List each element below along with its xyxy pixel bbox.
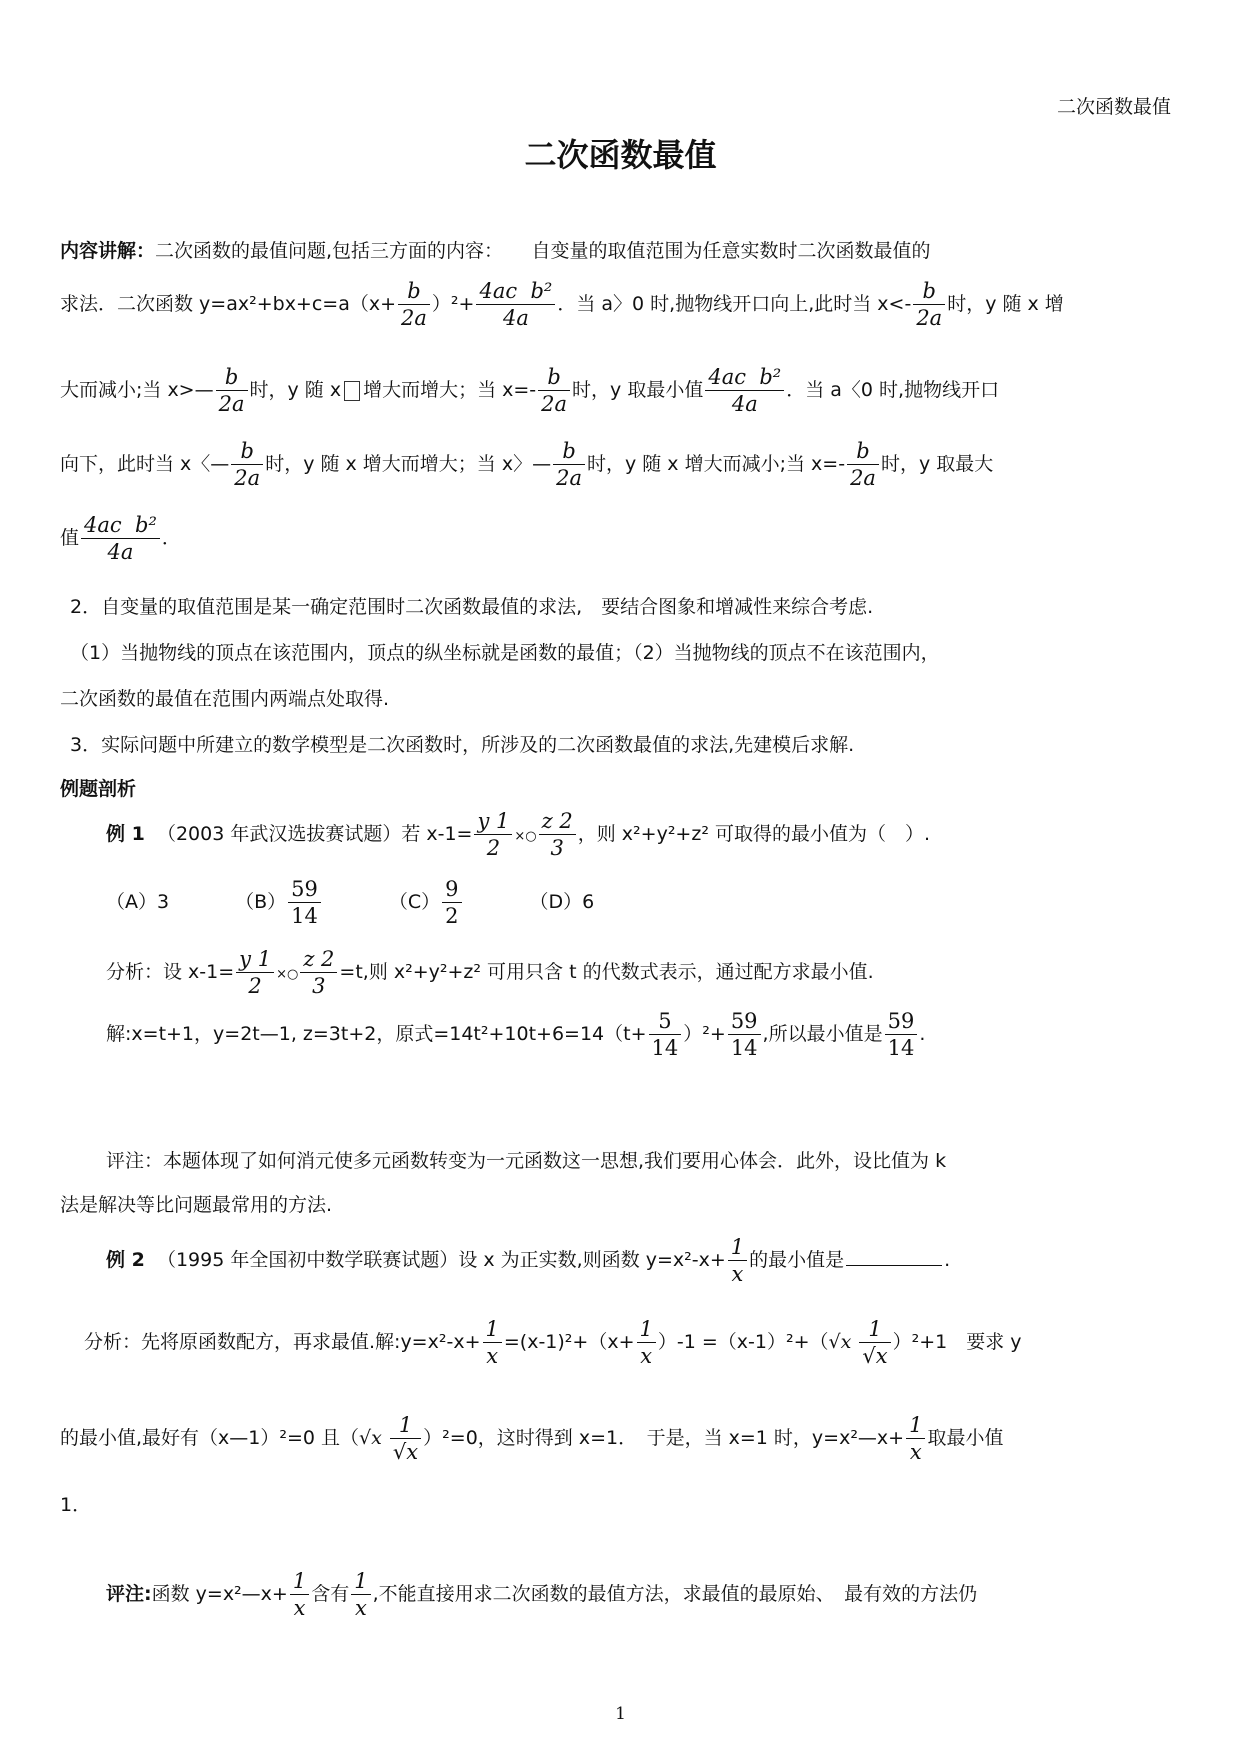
fraction-z-2-over-3: $\frac{z 2}{3}$ — [539, 808, 576, 861]
example-1-remark-line2: 法是解决等比问题最常用的方法. — [60, 1194, 333, 1216]
text: 时，y 随 x 增大而增大；当 x〉— — [265, 453, 552, 475]
text: ．当 a〉0 时,抛物线开口向上,此时当 x<- — [557, 293, 912, 315]
p1-line1 — [60, 236, 931, 266]
fraction-vertex-value: $\frac{\text{4ac b²}}{4a}$ — [705, 364, 784, 417]
fraction-5-over-14: $\frac{5}{14}$ — [649, 1008, 682, 1061]
option-c: （C） — [388, 891, 441, 913]
p1-line3 — [60, 364, 999, 417]
fraction-b-over-2a: $\frac{b}{2a}$ — [216, 364, 248, 417]
text: 向下，此时当 x〈— — [60, 453, 230, 475]
fraction-b-over-2a: $\frac{b}{2a}$ — [553, 438, 585, 491]
text: 大而减小;当 x>— — [60, 379, 214, 401]
example-2-remark — [106, 1568, 977, 1621]
fraction-b-over-2a: $\frac{b}{2a}$ — [847, 438, 879, 491]
p1-line4 — [60, 438, 993, 491]
example-label: 例 1 — [106, 823, 145, 845]
examples-heading: 例题剖析 — [60, 778, 137, 800]
missing-glyph-box — [344, 381, 360, 401]
example-1-options — [106, 876, 594, 929]
p1-text: 二次函数的最值问题,包括三方面的内容： 自变量的取值范围为任意实数时二次函数最值的 — [155, 240, 931, 262]
text: 时，y 取最大 — [880, 453, 994, 475]
example-2-analysis — [84, 1316, 1022, 1369]
running-header: 二次函数最值 — [1056, 96, 1171, 118]
example-1-question: 例 1 （2003 年武汉选拔赛试题）若 x-1= $\frac{y 1}{2}$ ×○ $\frac{z 2}{3}$ ，则 x²+y²+z² 可取得的最小值为（ ）. — [106, 809, 931, 860]
fraction-b-over-2a: $\frac{b}{2a}$ — [231, 438, 263, 491]
text: ）²+ — [431, 293, 475, 315]
option-b: （B） — [235, 891, 287, 913]
text: =(x-1)²+（x+ — [503, 1331, 635, 1353]
text: ,所以最小值是 — [762, 1023, 883, 1045]
example-2-analysis-line2 — [60, 1412, 1004, 1465]
text: 的最小值,最好有（x—1）²=0 且（ — [60, 1427, 360, 1449]
fraction-1-over-sqrt-x: $\frac{1}{√x}$ — [390, 1412, 421, 1465]
remark-lead: 评注: — [106, 1583, 152, 1605]
fraction-vertex-value: $\frac{\text{4ac b²}}{4a}$ — [81, 512, 160, 565]
fraction-59-over-14: $\frac{59}{14}$ — [728, 1008, 761, 1061]
fraction-vertex-value: $\frac{\text{4ac b²}}{4a}$ — [476, 278, 555, 331]
fraction-1-over-sqrt-x: $\frac{1}{√x}$ — [859, 1316, 890, 1369]
paragraph-3-line1: （1）当抛物线的顶点在该范围内，顶点的纵坐标就是函数的最值；（2）当抛物线的顶点不在该范围内， — [70, 642, 940, 664]
text: 时，y 随 x 增大而减小;当 x=- — [586, 453, 846, 475]
fraction-1-over-x: $\frac{1}{x}$ — [351, 1568, 370, 1621]
sqrt-x: √x — [828, 1331, 852, 1353]
paragraph-2: 2．自变量的取值范围是某一确定范围时二次函数最值的求法, 要结合图象和增减性来综合考虑. — [70, 596, 874, 618]
section-lead: 内容讲解： — [60, 240, 156, 262]
text: 解:x=t+1，y=2t—1, z=3t+2，原式=14t²+10t+6=14（t+ — [106, 1023, 647, 1045]
fraction-9-over-2: $\frac{9}{2}$ — [442, 876, 461, 929]
text: 求法．二次函数 y=ax²+bx+c=a（x+ — [60, 293, 397, 315]
fraction-1-over-x: $\frac{1}{x}$ — [906, 1412, 925, 1465]
p1-line2 — [60, 278, 1064, 331]
text: （2003 年武汉选拔赛试题）若 x-1= — [156, 823, 473, 845]
example-label: 例 2 — [106, 1249, 145, 1271]
fraction-1-over-x: $\frac{1}{x}$ — [728, 1234, 747, 1287]
fraction-z-2-over-3: $\frac{z 2}{3}$ — [300, 946, 337, 999]
text: ）²+1 要求 y — [892, 1331, 1022, 1353]
text: ,不能直接用求二次函数的最值方法，求最值的最原始、 最有效的方法仍 — [372, 1583, 978, 1605]
text: ．当 a〈0 时,抛物线开口 — [786, 379, 1000, 401]
text: ）²=0，这时得到 x=1． 于是，当 x=1 时，y=x²—x+ — [423, 1427, 905, 1449]
text: （1995 年全国初中数学联赛试题）设 x 为正实数,则函数 y=x²-x+ — [156, 1249, 726, 1271]
text: . — [919, 1023, 926, 1045]
example-1-remark-line1: 评注：本题体现了如何消元使多元函数转变为一元函数这一思想,我们要用心体会．此外，设比值为 k — [106, 1150, 947, 1172]
fraction-1-over-x: $\frac{1}{x}$ — [290, 1568, 309, 1621]
fraction-y-1-over-2: $\frac{y 1}{2}$ — [236, 946, 274, 999]
text: 时，y 取最小值 — [572, 379, 704, 401]
fraction-y-1-over-2: $\frac{y 1}{2}$ — [474, 808, 512, 861]
example-1-solution — [106, 1008, 925, 1061]
option-a: （A）3 — [106, 891, 170, 913]
page-number: 1 — [615, 1704, 626, 1724]
text: . — [944, 1249, 951, 1271]
example-2-question — [106, 1234, 950, 1287]
text: 含有 — [311, 1583, 350, 1605]
text: ． — [161, 527, 181, 549]
text: 增大而增大；当 x=- — [363, 379, 537, 401]
text: 时，y 随 x — [249, 379, 342, 401]
fraction-b-over-2a: $\frac{b}{2a}$ — [538, 364, 570, 417]
page-title: 二次函数最值 — [524, 136, 717, 174]
text: 取最小值 — [927, 1427, 1004, 1449]
fraction-59-over-14: $\frac{59}{14}$ — [288, 876, 321, 929]
text: =t,则 x²+y²+z² 可用只含 t 的代数式表示，通过配方求最小值. — [339, 961, 874, 983]
paragraph-3-line2: 二次函数的最值在范围内两端点处取得. — [60, 688, 390, 710]
sqrt-x: √x — [359, 1427, 382, 1449]
text: ，则 x²+y²+z² 可取得的最小值为（ ）. — [577, 823, 931, 845]
example-1-analysis: 分析：设 x-1= $\frac{y 1}{2}$ ×○ $\frac{z 2}{3}$ =t,则 x²+y²+z² 可用只含 t 的代数式表示，通过配方求最小值. — [106, 947, 874, 998]
answer-blank — [846, 1245, 942, 1266]
paragraph-4: 3．实际问题中所建立的数学模型是二次函数时，所涉及的二次函数最值的求法,先建模后求解. — [70, 734, 855, 756]
text: ）²+ — [683, 1023, 726, 1045]
text: 函数 y=x²—x+ — [151, 1583, 288, 1605]
text: 分析：设 x-1= — [106, 961, 235, 983]
text: 时，y 随 x 增 — [947, 293, 1064, 315]
text: ）-1 =（x-1）²+（ — [657, 1331, 829, 1353]
example-2-analysis-line3: 1． — [60, 1494, 92, 1516]
fraction-b-over-2a: $\frac{b}{2a}$ — [398, 278, 430, 331]
text: 分析：先将原函数配方，再求最值.解:y=x²-x+ — [84, 1331, 481, 1353]
option-d: （D）6 — [529, 891, 595, 913]
text: 值 — [60, 527, 80, 549]
fraction-1-over-x: $\frac{1}{x}$ — [637, 1316, 656, 1369]
text: 的最小值是 — [749, 1249, 845, 1271]
fraction-59-over-14: $\frac{59}{14}$ — [885, 1008, 918, 1061]
p1-line5 — [60, 512, 181, 565]
fraction-1-over-x: $\frac{1}{x}$ — [483, 1316, 502, 1369]
fraction-b-over-2a: $\frac{b}{2a}$ — [913, 278, 945, 331]
